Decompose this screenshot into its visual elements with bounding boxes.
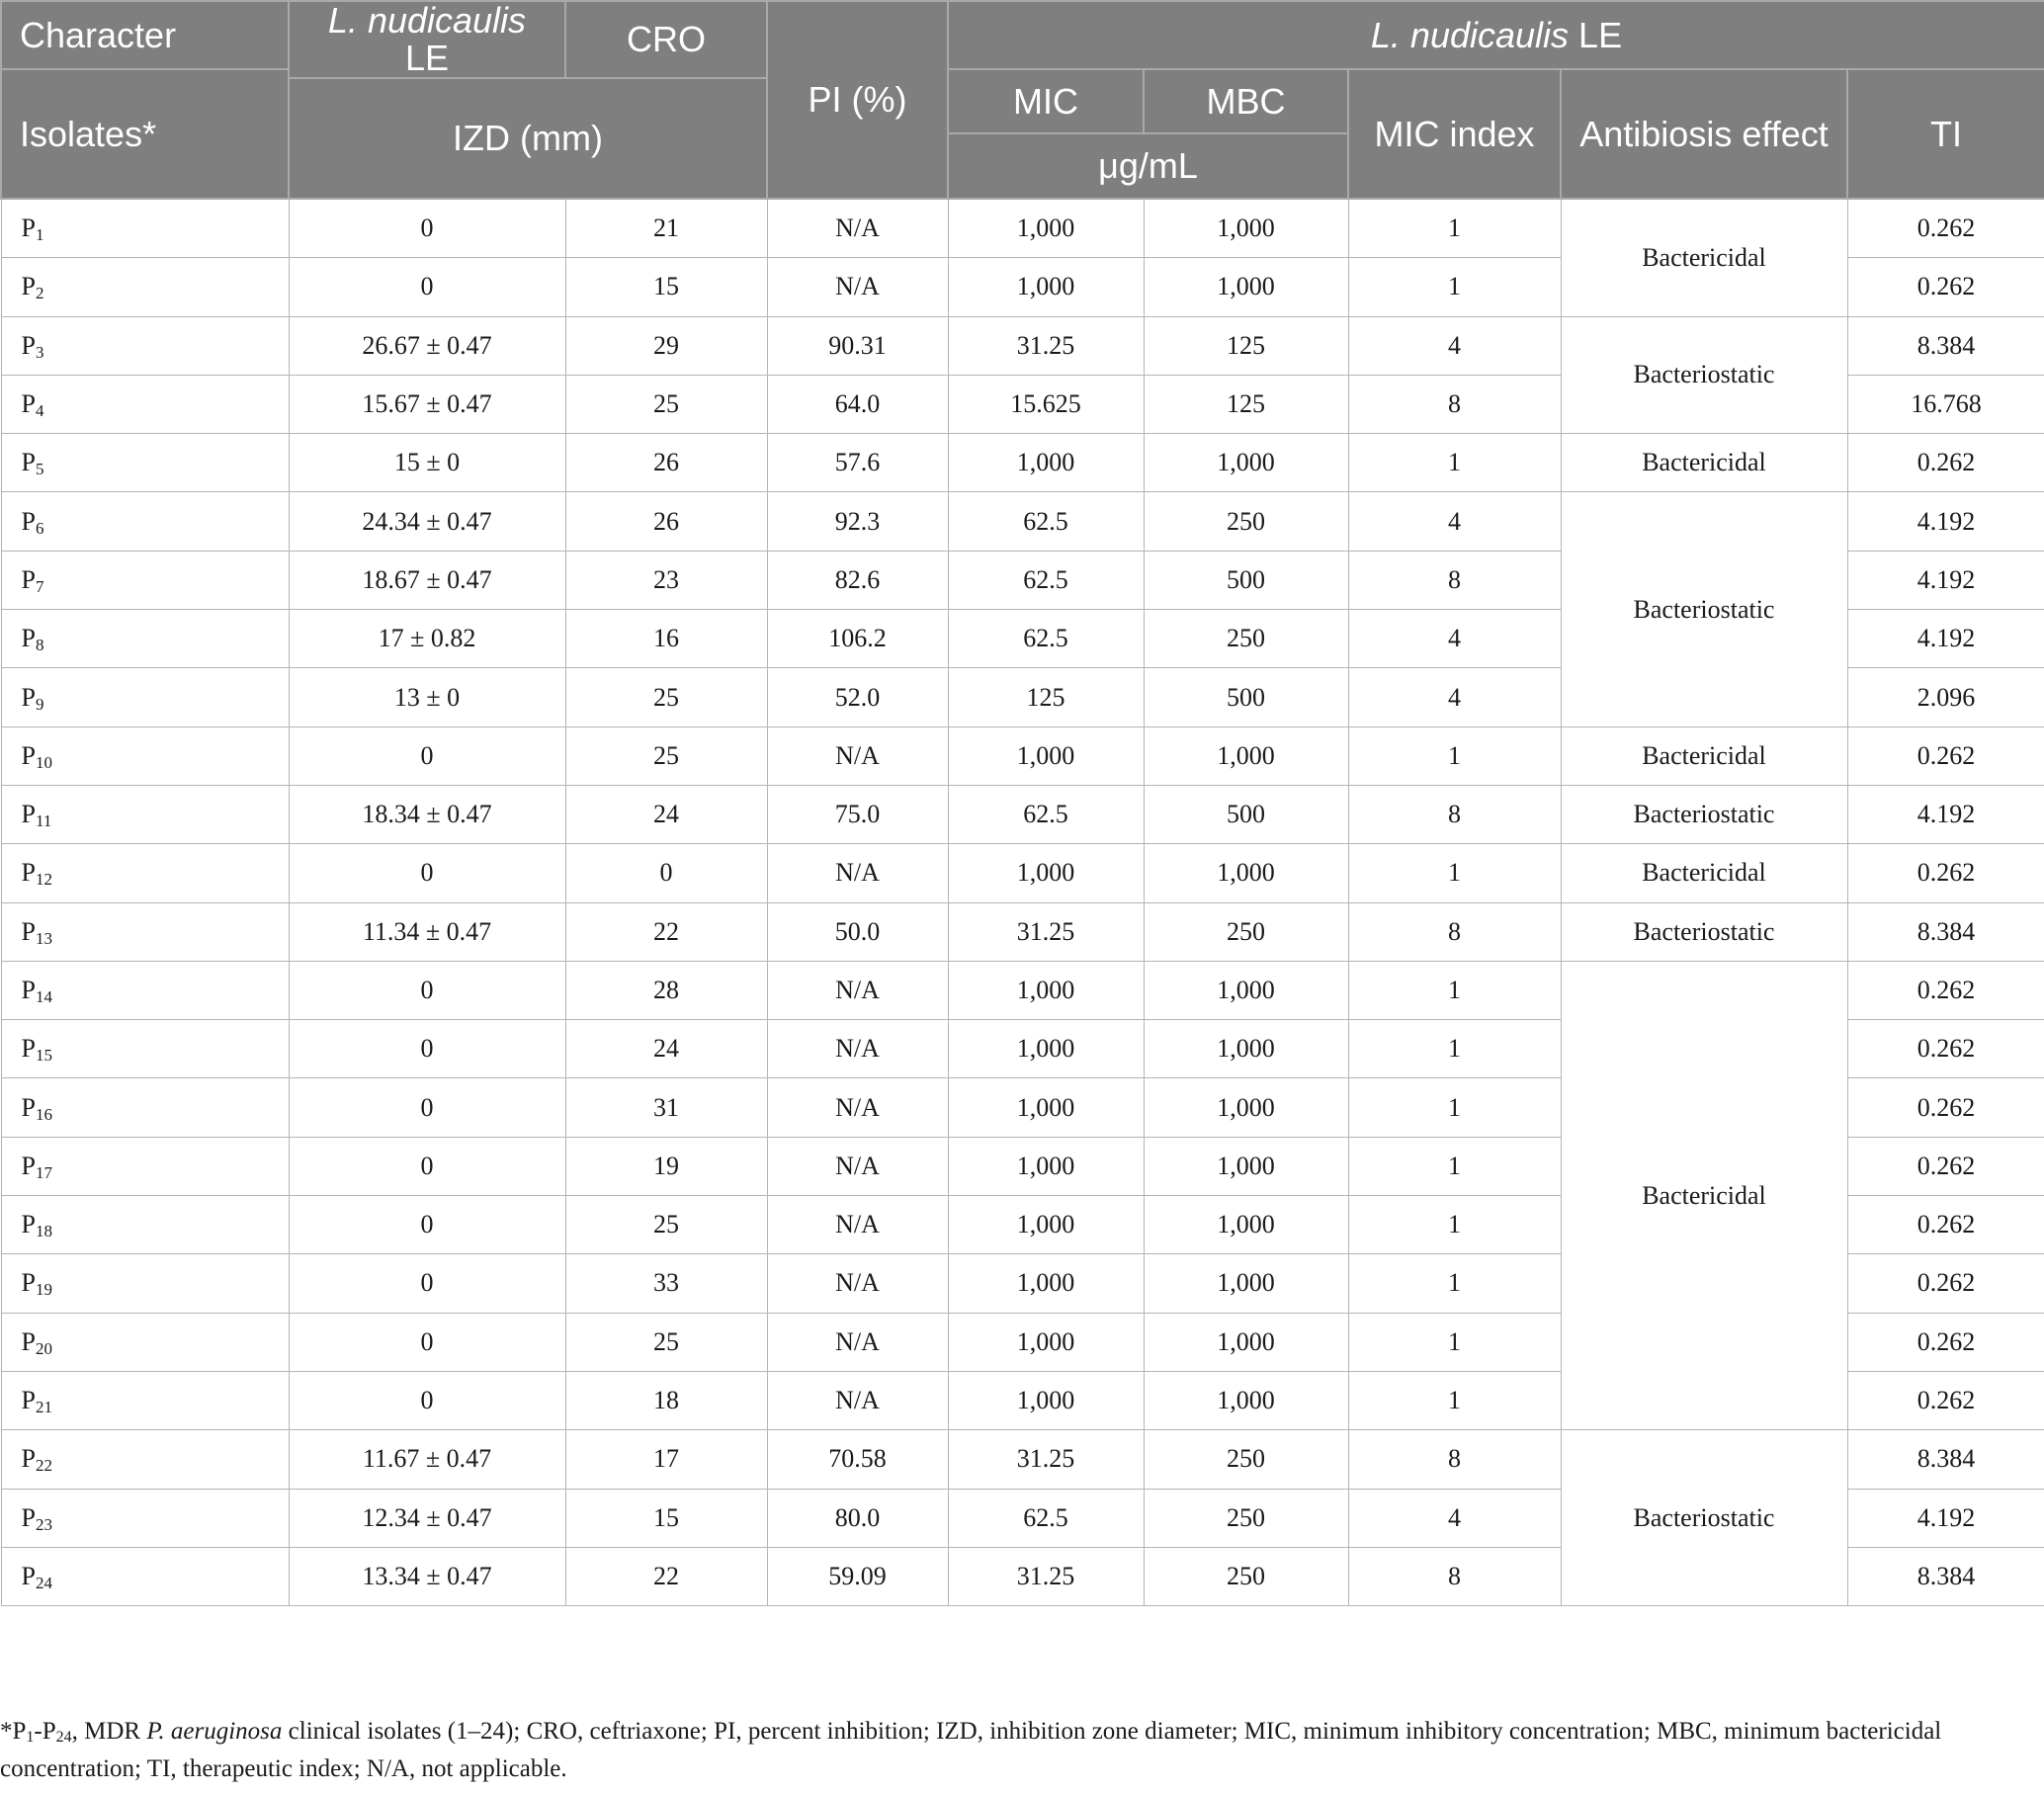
cell-mbc: 1,000 [1144,1196,1348,1254]
header-isolates: Isolates* [1,69,289,199]
cell-cro-izd: 16 [565,610,767,668]
cell-mbc: 250 [1144,1430,1348,1489]
cell-ti: 4.192 [1847,610,2044,668]
table-row [1,785,2044,843]
cell-mic: 1,000 [948,1196,1144,1254]
cell-cro-izd: 22 [565,1547,767,1605]
cell-isolate: $P_{23}$ [1,1489,289,1547]
cell-le-izd: 12.34 ± 0.47 [289,1489,565,1547]
cell-ti: 0.262 [1847,1371,2044,1429]
header-mbc: MBC [1144,69,1348,133]
cell-cro-izd: 33 [565,1254,767,1313]
cell-mic-index: 1 [1348,1254,1561,1313]
cell-mic: 1,000 [948,1254,1144,1313]
cell-mbc: 1,000 [1144,1078,1348,1137]
cell-le-izd: 0 [289,258,565,316]
cell-ti: 0.262 [1847,1313,2044,1371]
cell-pi: 80.0 [767,1489,948,1547]
cell-pi: 59.09 [767,1547,948,1605]
header-group-species: L. nudicaulis [1370,14,1570,55]
cell-le-izd: 17 ± 0.82 [289,610,565,668]
header-extract-species: L. nudicaulis [327,0,527,41]
cell-le-izd: 0 [289,1196,565,1254]
header-unit: μg/mL [948,133,1348,199]
cell-isolate: $P_{17}$ [1,1137,289,1195]
cell-mbc: 1,000 [1144,961,1348,1019]
cell-cro-izd: 15 [565,1489,767,1547]
cell-antibiosis-effect: Bacteriostatic [1561,492,1847,726]
header-extract-group [948,1,2044,69]
cell-mic-index: 1 [1348,258,1561,316]
header-izd: IZD (mm) [289,78,767,199]
cell-mic: 1,000 [948,1078,1144,1137]
cell-mic-index: 4 [1348,1489,1561,1547]
cell-mic: 31.25 [948,316,1144,375]
cell-le-izd: 24.34 ± 0.47 [289,492,565,551]
cell-mic-index: 1 [1348,1313,1561,1371]
cell-mic-index: 8 [1348,375,1561,433]
cell-mbc: 1,000 [1144,1137,1348,1195]
cell-isolate: $P_3$ [1,316,289,375]
cell-mic: 31.25 [948,902,1144,961]
table-row [1,492,2044,551]
cell-mic-index: 4 [1348,316,1561,375]
cell-mic-index: 1 [1348,961,1561,1019]
cell-cro-izd: 29 [565,316,767,375]
cell-pi: 106.2 [767,610,948,668]
cell-mbc: 1,000 [1144,1371,1348,1429]
cell-mbc: 500 [1144,785,1348,843]
cell-mic: 1,000 [948,1313,1144,1371]
cell-mbc: 1,000 [1144,726,1348,785]
header-ti: TI [1847,69,2044,199]
cell-ti: 8.384 [1847,316,2044,375]
cell-cro-izd: 22 [565,902,767,961]
cell-pi: N/A [767,1313,948,1371]
cell-antibiosis-effect: Bacteriostatic [1561,785,1847,843]
cell-le-izd: 13.34 ± 0.47 [289,1547,565,1605]
cell-ti: 0.262 [1847,1020,2044,1078]
cell-mbc: 1,000 [1144,844,1348,902]
cell-mbc: 1,000 [1144,1020,1348,1078]
cell-mic-index: 1 [1348,844,1561,902]
cell-mbc: 125 [1144,316,1348,375]
cell-mbc: 250 [1144,610,1348,668]
table-row [1,726,2044,785]
cell-cro-izd: 28 [565,961,767,1019]
cell-pi: 92.3 [767,492,948,551]
cell-le-izd: 0 [289,1254,565,1313]
cell-mic: 1,000 [948,1020,1144,1078]
footnote-species: P. aeruginosa [146,1718,283,1745]
cell-mic: 15.625 [948,375,1144,433]
cell-isolate: $P_{10}$ [1,726,289,785]
cell-mic: 125 [948,668,1144,726]
table-row [1,902,2044,961]
cell-le-izd: 11.67 ± 0.47 [289,1430,565,1489]
header-extract-suffix: LE [404,38,450,78]
cell-antibiosis-effect: Bactericidal [1561,726,1847,785]
cell-le-izd: 0 [289,961,565,1019]
cell-pi: 50.0 [767,902,948,961]
cell-antibiosis-effect: Bacteriostatic [1561,902,1847,961]
cell-mbc: 500 [1144,668,1348,726]
cell-isolate: $P_{20}$ [1,1313,289,1371]
cell-isolate: $P_{16}$ [1,1078,289,1137]
cell-mic-index: 8 [1348,551,1561,609]
cell-mic-index: 4 [1348,610,1561,668]
cell-isolate: $P_4$ [1,375,289,433]
cell-mic: 1,000 [948,726,1144,785]
cell-mic-index: 1 [1348,199,1561,258]
cell-ti: 0.262 [1847,1137,2044,1195]
cell-isolate: $P_7$ [1,551,289,609]
cell-mic: 62.5 [948,551,1144,609]
cell-cro-izd: 21 [565,199,767,258]
cell-mic: 1,000 [948,199,1144,258]
cell-pi: 90.31 [767,316,948,375]
cell-ti: 8.384 [1847,1547,2044,1605]
cell-isolate: $P_{19}$ [1,1254,289,1313]
cell-le-izd: 18.34 ± 0.47 [289,785,565,843]
cell-pi: N/A [767,1254,948,1313]
cell-cro-izd: 31 [565,1078,767,1137]
cell-isolate: $P_2$ [1,258,289,316]
cell-isolate: $P_1$ [1,199,289,258]
cell-mic-index: 8 [1348,785,1561,843]
cell-pi: N/A [767,199,948,258]
table-row [1,1430,2044,1489]
cell-ti: 0.262 [1847,1254,2044,1313]
cell-cro-izd: 15 [565,258,767,316]
cell-antibiosis-effect: Bacteriostatic [1561,1430,1847,1606]
table-row [1,316,2044,375]
cell-mic: 31.25 [948,1430,1144,1489]
table-row [1,961,2044,1019]
header-mic: MIC [948,69,1144,133]
header-mic-index: MIC index [1348,69,1561,199]
cell-mic-index: 8 [1348,902,1561,961]
cell-mbc: 250 [1144,1489,1348,1547]
cell-ti: 0.262 [1847,258,2044,316]
cell-antibiosis-effect: Bacteriostatic [1561,316,1847,434]
table-header [1,1,2044,199]
cell-pi: 57.6 [767,434,948,492]
cell-mic-index: 8 [1348,1547,1561,1605]
cell-mic-index: 1 [1348,1020,1561,1078]
cell-mbc: 1,000 [1144,258,1348,316]
cell-mic: 1,000 [948,1371,1144,1429]
cell-le-izd: 15.67 ± 0.47 [289,375,565,433]
cell-cro-izd: 25 [565,668,767,726]
cell-le-izd: 13 ± 0 [289,668,565,726]
cell-mic: 1,000 [948,1137,1144,1195]
cell-pi: 64.0 [767,375,948,433]
cell-ti: 8.384 [1847,902,2044,961]
cell-ti: 4.192 [1847,492,2044,551]
cell-antibiosis-effect: Bactericidal [1561,434,1847,492]
cell-ti: 0.262 [1847,961,2044,1019]
cell-le-izd: 0 [289,726,565,785]
cell-cro-izd: 23 [565,551,767,609]
cell-pi: 52.0 [767,668,948,726]
cell-ti: 16.768 [1847,375,2044,433]
cell-ti: 0.262 [1847,434,2044,492]
header-antibiosis: Antibiosis effect [1561,69,1847,199]
table-footnote: $*P_1-P_{24}$, MDR P. aeruginosa clinical isolates (1–24); CRO, ceftriaxone; PI, percent inhibition; IZD, inhibition zone diameter; MIC, minimum inhibitory concentration; MBC, minimum bactericidal concentration; TI, therapeutic index; N/A, not applicable. [0,1718,1942,1782]
cell-mic-index: 4 [1348,668,1561,726]
cell-isolate: $P_{21}$ [1,1371,289,1429]
cell-antibiosis-effect: Bactericidal [1561,199,1847,316]
cell-le-izd: 26.67 ± 0.47 [289,316,565,375]
header-group-suffix: LE [1578,14,1623,55]
cell-mic: 62.5 [948,1489,1144,1547]
cell-isolate: $P_9$ [1,668,289,726]
cell-ti: 0.262 [1847,726,2044,785]
cell-mbc: 250 [1144,1547,1348,1605]
cell-isolate: $P_{24}$ [1,1547,289,1605]
cell-cro-izd: 24 [565,1020,767,1078]
cell-pi: N/A [767,844,948,902]
cell-mbc: 250 [1144,492,1348,551]
cell-isolate: $P_{14}$ [1,961,289,1019]
cell-cro-izd: 25 [565,726,767,785]
table-body [1,199,2044,1606]
cell-cro-izd: 25 [565,1196,767,1254]
cell-mic-index: 1 [1348,1137,1561,1195]
cell-le-izd: 18.67 ± 0.47 [289,551,565,609]
cell-pi: 82.6 [767,551,948,609]
cell-cro-izd: 18 [565,1371,767,1429]
cell-cro-izd: 25 [565,375,767,433]
cell-cro-izd: 24 [565,785,767,843]
cell-pi: N/A [767,1196,948,1254]
cell-mbc: 1,000 [1144,199,1348,258]
cell-ti: 8.384 [1847,1430,2044,1489]
cell-isolate: $P_{11}$ [1,785,289,843]
cell-cro-izd: 0 [565,844,767,902]
cell-pi: 70.58 [767,1430,948,1489]
cell-mic: 62.5 [948,785,1144,843]
cell-ti: 0.262 [1847,844,2044,902]
cell-le-izd: 0 [289,1078,565,1137]
cell-mic: 1,000 [948,961,1144,1019]
cell-ti: 0.262 [1847,1196,2044,1254]
cell-pi: N/A [767,1137,948,1195]
cell-le-izd: 0 [289,1313,565,1371]
table-row [1,844,2044,902]
header-extract-le [289,1,565,78]
cell-pi: N/A [767,1020,948,1078]
cell-mic-index: 8 [1348,1430,1561,1489]
header-character: Character [1,1,289,69]
cell-ti: 2.096 [1847,668,2044,726]
cell-cro-izd: 17 [565,1430,767,1489]
cell-isolate: $P_6$ [1,492,289,551]
cell-mic: 62.5 [948,492,1144,551]
cell-mic-index: 1 [1348,726,1561,785]
cell-ti: 0.262 [1847,1078,2044,1137]
header-cro: CRO [565,1,767,78]
cell-isolate: $P_{18}$ [1,1196,289,1254]
cell-mic: 31.25 [948,1547,1144,1605]
cell-mic-index: 1 [1348,1371,1561,1429]
cell-le-izd: 0 [289,1371,565,1429]
table-row [1,434,2044,492]
cell-mic: 1,000 [948,434,1144,492]
cell-le-izd: 0 [289,1137,565,1195]
cell-le-izd: 15 ± 0 [289,434,565,492]
cell-mbc: 1,000 [1144,1254,1348,1313]
cell-le-izd: 0 [289,1020,565,1078]
cell-isolate: $P_{12}$ [1,844,289,902]
cell-cro-izd: 25 [565,1313,767,1371]
cell-le-izd: 11.34 ± 0.47 [289,902,565,961]
cell-le-izd: 0 [289,199,565,258]
cell-ti: 4.192 [1847,785,2044,843]
cell-antibiosis-effect: Bactericidal [1561,961,1847,1429]
cell-mbc: 250 [1144,902,1348,961]
cell-ti: 4.192 [1847,1489,2044,1547]
cell-pi: N/A [767,258,948,316]
cell-cro-izd: 19 [565,1137,767,1195]
cell-mic: 1,000 [948,844,1144,902]
cell-isolate: $P_{13}$ [1,902,289,961]
cell-cro-izd: 26 [565,434,767,492]
cell-pi: N/A [767,726,948,785]
cell-mbc: 125 [1144,375,1348,433]
header-pi: PI (%) [767,1,948,199]
cell-mic-index: 4 [1348,492,1561,551]
cell-pi: 75.0 [767,785,948,843]
cell-mbc: 1,000 [1144,434,1348,492]
cell-mic-index: 1 [1348,1078,1561,1137]
cell-isolate: $P_{22}$ [1,1430,289,1489]
cell-isolate: $P_{15}$ [1,1020,289,1078]
cell-mbc: 500 [1144,551,1348,609]
cell-mic-index: 1 [1348,1196,1561,1254]
cell-cro-izd: 26 [565,492,767,551]
cell-pi: N/A [767,1078,948,1137]
cell-mic: 1,000 [948,258,1144,316]
cell-ti: 0.262 [1847,199,2044,258]
cell-pi: N/A [767,961,948,1019]
cell-antibiosis-effect: Bactericidal [1561,844,1847,902]
cell-mbc: 1,000 [1144,1313,1348,1371]
table-row [1,199,2044,258]
cell-isolate: $P_8$ [1,610,289,668]
cell-le-izd: 0 [289,844,565,902]
cell-isolate: $P_5$ [1,434,289,492]
cell-mic-index: 1 [1348,434,1561,492]
cell-mic: 62.5 [948,610,1144,668]
cell-ti: 4.192 [1847,551,2044,609]
cell-pi: N/A [767,1371,948,1429]
